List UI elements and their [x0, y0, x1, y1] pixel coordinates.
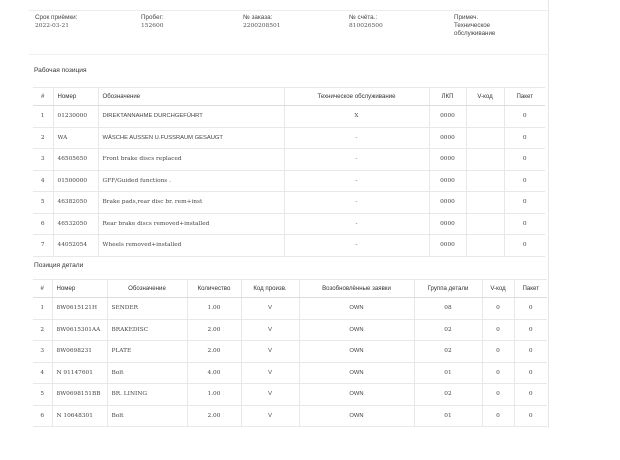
meta-note — [454, 14, 516, 38]
cell-designation: Wheels removed+installed — [98, 235, 284, 257]
cell-part-number: N 91147601 — [52, 362, 107, 384]
column-header: Обозначение — [98, 88, 284, 106]
cell-designation: Bolt — [107, 362, 187, 384]
cell-renewed-requests: OWN — [299, 319, 414, 341]
cell-maintenance: - — [284, 192, 429, 214]
meta-label: Пробег: — [141, 14, 164, 21]
cell-number: 44052054 — [53, 235, 98, 257]
cell-designation: BRAKEDISC — [107, 319, 187, 341]
cell-package: 0 — [504, 235, 545, 257]
column-header: Пакет — [514, 280, 547, 298]
column-header: Возобновлённые заявки — [299, 280, 414, 298]
cell-manufacturer-code: V — [241, 298, 299, 320]
meta-label: № заказа: — [243, 14, 273, 21]
cell-renewed-requests: OWN — [299, 362, 414, 384]
cell-maintenance: - — [284, 127, 429, 149]
cell-quantity: 2.00 — [187, 319, 241, 341]
cell-paint-code: 0000 — [429, 170, 466, 192]
cell-number: 01230000 — [53, 106, 98, 128]
cell-package: 0 — [514, 341, 547, 363]
table-row — [33, 298, 547, 320]
meta-label: Примеч. — [454, 14, 479, 21]
order-meta — [35, 14, 547, 54]
column-header: Обозначение — [107, 280, 187, 298]
column-header: Количество — [187, 280, 241, 298]
cell-v-code — [466, 192, 504, 214]
cell-package: 0 — [504, 149, 545, 171]
cell-paint-code: 0000 — [429, 213, 466, 235]
cell-index: 5 — [33, 384, 52, 406]
column-header: Номер — [52, 280, 107, 298]
meta-divider — [29, 54, 549, 55]
cell-renewed-requests: OWN — [299, 384, 414, 406]
column-header: Номер — [53, 88, 98, 106]
cell-package: 0 — [514, 319, 547, 341]
column-header: Техническое обслуживание — [284, 88, 429, 106]
cell-index: 2 — [33, 319, 52, 341]
cell-designation: DIREKTANNAHME DURCHGEFÜHRT — [98, 106, 284, 128]
cell-part-group: 02 — [414, 384, 482, 406]
cell-index: 1 — [33, 298, 52, 320]
table-row — [33, 192, 545, 214]
table-header-row — [33, 280, 547, 298]
cell-designation: Bolt — [107, 405, 187, 427]
parts-table — [33, 279, 547, 427]
cell-index: 6 — [33, 405, 52, 427]
cell-manufacturer-code: V — [241, 405, 299, 427]
cell-renewed-requests: OWN — [299, 405, 414, 427]
cell-quantity: 1.00 — [187, 298, 241, 320]
meta-label: Срок приёмки: — [35, 14, 78, 21]
table-row — [33, 384, 547, 406]
cell-package: 0 — [504, 127, 545, 149]
column-header: Код произв. — [241, 280, 299, 298]
cell-index: 2 — [33, 127, 53, 149]
table-row — [33, 235, 545, 257]
cell-quantity: 2.00 — [187, 341, 241, 363]
cell-maintenance: - — [284, 170, 429, 192]
cell-quantity: 4.00 — [187, 362, 241, 384]
cell-part-number: 8W0615121H — [52, 298, 107, 320]
cell-number: WA — [53, 127, 98, 149]
cell-index: 7 — [33, 235, 53, 257]
meta-value: 2022-03-21 — [35, 23, 69, 29]
cell-v-code: 0 — [482, 362, 514, 384]
cell-index: 4 — [33, 362, 52, 384]
meta-label: № счёта.: — [349, 14, 378, 21]
cell-renewed-requests: OWN — [299, 298, 414, 320]
cell-quantity: 1.00 — [187, 384, 241, 406]
meta-reception-date — [35, 14, 77, 30]
cell-paint-code: 0000 — [429, 192, 466, 214]
labor-table — [33, 87, 545, 257]
meta-mileage — [141, 14, 164, 30]
table-row — [33, 149, 545, 171]
table-row — [33, 170, 545, 192]
cell-v-code: 0 — [482, 341, 514, 363]
cell-package: 0 — [504, 170, 545, 192]
column-header: # — [33, 88, 53, 106]
parts-section-title: Позиция детали — [34, 262, 84, 269]
cell-package: 0 — [504, 106, 545, 128]
cell-manufacturer-code: V — [241, 362, 299, 384]
column-header: Группа детали — [414, 280, 482, 298]
cell-paint-code: 0000 — [429, 106, 466, 128]
cell-manufacturer-code: V — [241, 384, 299, 406]
work-order-document — [29, 0, 549, 428]
cell-paint-code: 0000 — [429, 235, 466, 257]
column-header: V-код — [466, 88, 504, 106]
cell-package: 0 — [504, 192, 545, 214]
cell-designation: Brake pads,rear disc br. rem+inst — [98, 192, 284, 214]
cell-designation: BR. LINING — [107, 384, 187, 406]
cell-part-group: 08 — [414, 298, 482, 320]
cell-v-code: 0 — [482, 298, 514, 320]
cell-part-group: 01 — [414, 362, 482, 384]
cell-package: 0 — [514, 362, 547, 384]
table-row — [33, 405, 547, 427]
meta-invoice-number — [349, 14, 383, 30]
cell-index: 3 — [33, 341, 52, 363]
cell-part-number: 8W0698231 — [52, 341, 107, 363]
cell-maintenance: X — [284, 106, 429, 128]
table-row — [33, 319, 547, 341]
column-header: # — [33, 280, 52, 298]
cell-v-code — [466, 170, 504, 192]
cell-v-code — [466, 106, 504, 128]
cell-designation: PLATE — [107, 341, 187, 363]
cell-designation: Front brake discs replaced — [98, 149, 284, 171]
cell-part-number: 8W0615301AA — [52, 319, 107, 341]
cell-v-code — [466, 213, 504, 235]
cell-part-group: 02 — [414, 341, 482, 363]
cell-part-number: N 10648301 — [52, 405, 107, 427]
cell-v-code: 0 — [482, 405, 514, 427]
cell-maintenance: - — [284, 213, 429, 235]
cell-number: 01500000 — [53, 170, 98, 192]
table-row — [33, 213, 545, 235]
cell-v-code: 0 — [482, 319, 514, 341]
table-row — [33, 106, 545, 128]
cell-package: 0 — [514, 384, 547, 406]
cell-renewed-requests: OWN — [299, 341, 414, 363]
cell-number: 46505650 — [53, 149, 98, 171]
cell-designation: WÄSCHE AUSSEN U.FUSSRAUM GESAUGT — [98, 127, 284, 149]
cell-part-number: 8W0698151BB — [52, 384, 107, 406]
cell-quantity: 2.00 — [187, 405, 241, 427]
meta-order-number — [243, 14, 280, 30]
cell-maintenance: - — [284, 149, 429, 171]
column-header: ЛКП — [429, 88, 466, 106]
cell-package: 0 — [514, 405, 547, 427]
cell-index: 1 — [33, 106, 53, 128]
cell-maintenance: - — [284, 235, 429, 257]
cell-number: 46382050 — [53, 192, 98, 214]
cell-index: 4 — [33, 170, 53, 192]
cell-package: 0 — [514, 298, 547, 320]
cell-package: 0 — [504, 213, 545, 235]
meta-value: 152600 — [141, 23, 164, 29]
cell-manufacturer-code: V — [241, 341, 299, 363]
cell-paint-code: 0000 — [429, 149, 466, 171]
table-row — [33, 341, 547, 363]
cell-designation: GFF/Guided functions . — [98, 170, 284, 192]
meta-value: 810026500 — [349, 23, 383, 29]
cell-v-code — [466, 127, 504, 149]
column-header: Пакет — [504, 88, 545, 106]
meta-value: 2200208501 — [243, 23, 281, 29]
cell-v-code — [466, 149, 504, 171]
cell-part-group: 02 — [414, 319, 482, 341]
top-divider — [29, 10, 549, 11]
cell-designation: Rear brake discs removed+installed — [98, 213, 284, 235]
cell-paint-code: 0000 — [429, 127, 466, 149]
labor-section-title: Рабочая позиция — [34, 67, 87, 74]
cell-designation: SENDER — [107, 298, 187, 320]
cell-part-group: 01 — [414, 405, 482, 427]
table-row — [33, 362, 547, 384]
cell-number: 46532050 — [53, 213, 98, 235]
meta-value: Техническое обслуживание — [454, 22, 496, 37]
cell-manufacturer-code: V — [241, 319, 299, 341]
table-header-row — [33, 88, 545, 106]
cell-v-code: 0 — [482, 384, 514, 406]
table-row — [33, 127, 545, 149]
cell-index: 5 — [33, 192, 53, 214]
cell-index: 6 — [33, 213, 53, 235]
cell-v-code — [466, 235, 504, 257]
cell-index: 3 — [33, 149, 53, 171]
column-header: V-код — [482, 280, 514, 298]
